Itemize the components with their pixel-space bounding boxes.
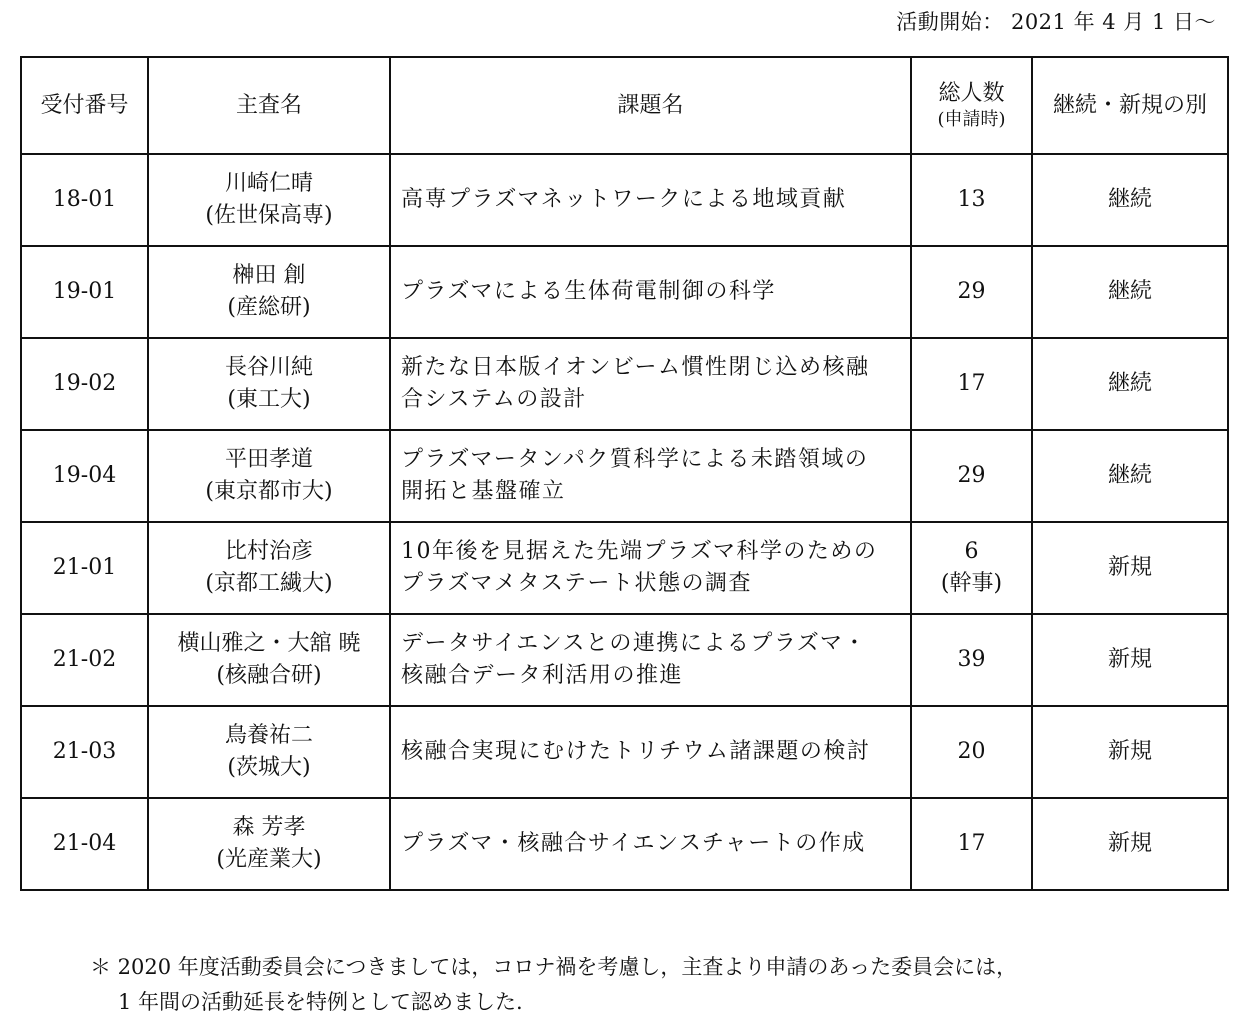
cell-lead — [148, 430, 390, 522]
cell-status: 継続 — [1032, 246, 1228, 338]
cell-lead — [148, 522, 390, 614]
table-row — [21, 522, 1228, 614]
lead-name: 森 芳孝 — [232, 815, 306, 841]
title-line-2: 開拓と基盤確立 — [401, 479, 566, 504]
table-row — [21, 246, 1228, 338]
footnote — [90, 950, 1017, 1019]
count-value: 6 — [964, 539, 979, 565]
table-row — [21, 430, 1228, 522]
cell-count — [911, 246, 1032, 338]
cell-title — [390, 430, 911, 522]
cell-id: 19-04 — [21, 430, 148, 522]
cell-lead — [148, 706, 390, 798]
lead-name: 川崎仁晴 — [224, 171, 313, 197]
cell-status: 継続 — [1032, 430, 1228, 522]
cell-status: 新規 — [1032, 614, 1228, 706]
title-line-2: 合システムの設計 — [401, 387, 587, 412]
lead-name: 横山雅之・大舘 暁 — [177, 631, 361, 657]
cell-lead — [148, 798, 390, 890]
cell-status: 継続 — [1032, 338, 1228, 430]
cell-status: 新規 — [1032, 522, 1228, 614]
count-value: 17 — [957, 831, 986, 857]
lead-affiliation: (産総研) — [227, 295, 311, 320]
committee-table — [20, 56, 1229, 891]
lead-affiliation: (核融合研) — [216, 663, 322, 688]
count-note: (幹事) — [940, 571, 1003, 596]
lead-affiliation: (東工大) — [227, 387, 311, 412]
cell-lead — [148, 614, 390, 706]
cell-count — [911, 522, 1032, 614]
title-line-1: 新たな日本版イオンビーム慣性閉じ込め核融 — [401, 355, 870, 381]
cell-count — [911, 154, 1032, 246]
header-count-label: 総人数 — [938, 80, 1005, 106]
header-status: 継続・新規の別 — [1032, 57, 1228, 154]
cell-title — [390, 706, 911, 798]
cell-lead — [148, 338, 390, 430]
lead-name: 平田孝道 — [224, 447, 313, 473]
title-line-1: 10年後を見据えた先端プラズマ科学のための — [401, 539, 878, 565]
lead-affiliation: (茨城大) — [227, 755, 311, 780]
cell-title — [390, 798, 911, 890]
footnote-line-2: 1 年間の活動延長を特例として認めました. — [118, 989, 523, 1014]
cell-count — [911, 798, 1032, 890]
table-row — [21, 154, 1228, 246]
cell-count — [911, 706, 1032, 798]
count-value: 29 — [957, 463, 986, 489]
cell-count — [911, 614, 1032, 706]
cell-title — [390, 338, 911, 430]
cell-id: 21-03 — [21, 706, 148, 798]
cell-id: 21-02 — [21, 614, 148, 706]
table-row — [21, 338, 1228, 430]
table-row — [21, 614, 1228, 706]
title-line-2: 核融合データ利活用の推進 — [401, 663, 684, 688]
table-header-row — [21, 57, 1228, 154]
count-value: 20 — [957, 739, 986, 765]
header-lead: 主査名 — [148, 57, 390, 154]
lead-affiliation: (佐世保高専) — [205, 203, 333, 228]
table-body — [21, 154, 1228, 890]
title-line-1: データサイエンスとの連携によるプラズマ・ — [401, 631, 867, 657]
title-line-1: プラズマ・核融合サイエンスチャートの作成 — [401, 831, 866, 857]
table-row — [21, 706, 1228, 798]
activity-start-date: 活動開始： 2021 年 4 月 1 日〜 — [896, 10, 1216, 34]
cell-id: 18-01 — [21, 154, 148, 246]
lead-name: 榊田 創 — [232, 263, 306, 289]
cell-title — [390, 246, 911, 338]
count-value: 17 — [957, 371, 986, 397]
title-line-1: 核融合実現にむけたトリチウム諸課題の検討 — [401, 739, 871, 765]
title-line-1: プラズマによる生体荷電制御の科学 — [401, 279, 776, 305]
cell-count — [911, 430, 1032, 522]
lead-affiliation: (光産業大) — [216, 847, 322, 872]
title-line-1: プラズマータンパク質科学による未踏領域の — [401, 447, 869, 473]
cell-title — [390, 154, 911, 246]
lead-name: 比村治彦 — [224, 539, 313, 565]
cell-id: 19-02 — [21, 338, 148, 430]
cell-id: 19-01 — [21, 246, 148, 338]
lead-affiliation: (東京都市大) — [205, 479, 333, 504]
cell-title — [390, 614, 911, 706]
header-title: 課題名 — [390, 57, 911, 154]
footnote-line-1: ＊ 2020 年度活動委員会につきましては，コロナ禍を考慮し，主査より申請のあった委員会には， — [90, 955, 1018, 979]
header-count-sub: (申請時) — [937, 109, 1006, 131]
cell-id: 21-01 — [21, 522, 148, 614]
cell-count — [911, 338, 1032, 430]
cell-status: 新規 — [1032, 798, 1228, 890]
header-id: 受付番号 — [21, 57, 148, 154]
cell-lead — [148, 246, 390, 338]
count-value: 29 — [957, 279, 986, 305]
lead-name: 長谷川純 — [224, 355, 313, 381]
cell-title — [390, 522, 911, 614]
cell-status: 継続 — [1032, 154, 1228, 246]
cell-lead — [148, 154, 390, 246]
title-line-1: 高専プラズマネットワークによる地域貢献 — [401, 187, 847, 213]
count-value: 13 — [957, 187, 986, 213]
title-line-2: プラズマメタステート状態の調査 — [401, 571, 752, 596]
count-value: 39 — [957, 647, 986, 673]
cell-status: 新規 — [1032, 706, 1228, 798]
cell-id: 21-04 — [21, 798, 148, 890]
lead-affiliation: (京都工繊大) — [205, 571, 333, 596]
table-row — [21, 798, 1228, 890]
lead-name: 鳥養祐二 — [224, 723, 313, 749]
header-count — [911, 57, 1032, 154]
